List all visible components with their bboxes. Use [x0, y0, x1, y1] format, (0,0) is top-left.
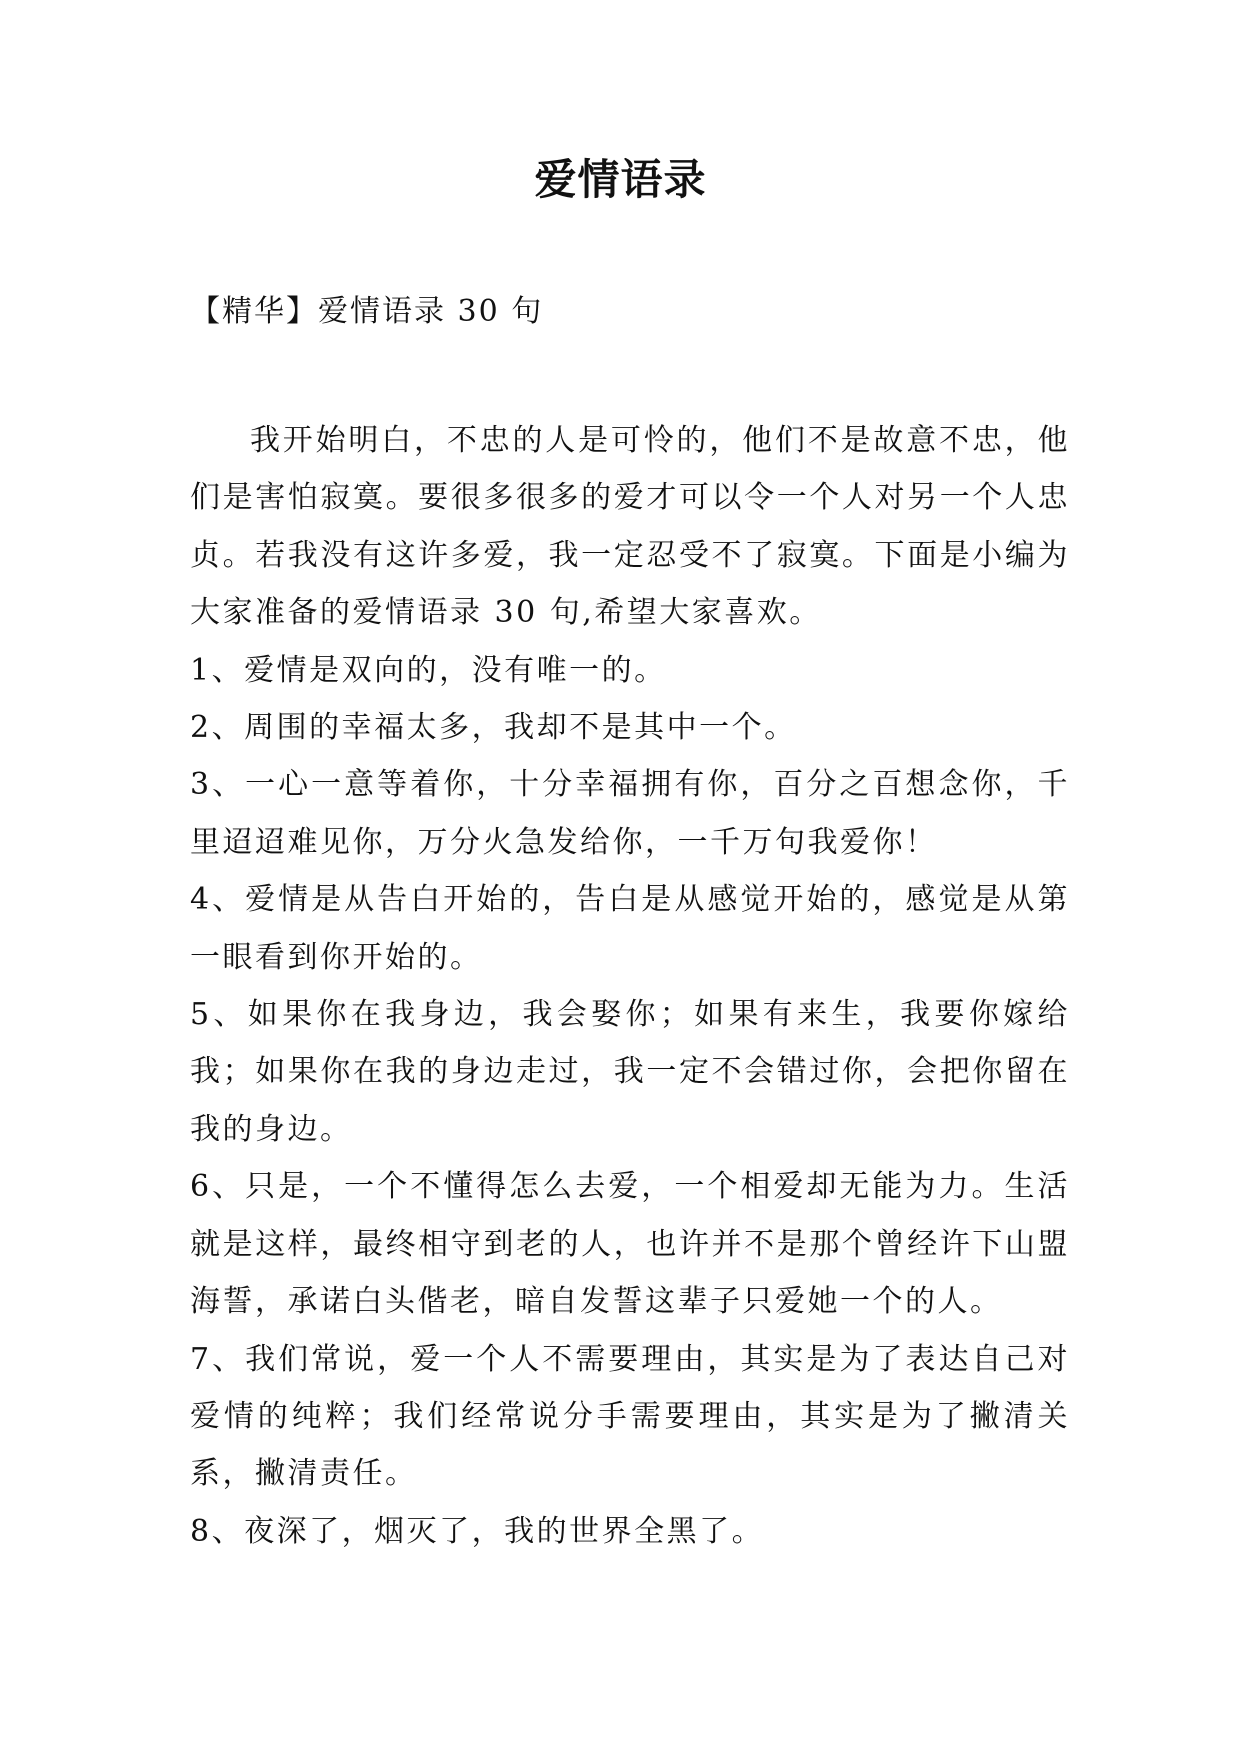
document-subtitle: 【精华】爱情语录 30 句 — [190, 294, 544, 329]
list-item: 5、如果你在我身边，我会娶你；如果有来生，我要你嫁给我；如果你在我的身边走过，我一定不会错过你，会把你留在我的身边。 — [190, 997, 1070, 1147]
document-title: 爱情语录 — [534, 155, 707, 204]
intro-paragraph: 我开始明白，不忠的人是可怜的，他们不是故意不忠，他们是害怕寂寞。要很多很多的爱才可以令一个人对另一个人忠贞。若我没有这许多爱，我一定忍受不了寂寞。下面是小编为大家准备的爱情语录 30 句,希望大家喜欢。 — [190, 423, 1070, 631]
list-item: 2、周围的幸福太多，我却不是其中一个。 — [190, 710, 797, 746]
document-body — [190, 412, 1070, 1560]
list-item: 4、爱情是从告白开始的，告白是从感觉开始的，感觉是从第一眼看到你开始的。 — [190, 882, 1070, 975]
list-item: 1、爱情是双向的，没有唯一的。 — [190, 652, 667, 688]
list-item: 6、只是，一个不懂得怎么去爱，一个相爱却无能为力。生活就是这样，最终相守到老的人，也许并不是那个曾经许下山盟海誓，承诺白头偕老，暗自发誓这辈子只爱她一个的人。 — [190, 1169, 1070, 1320]
list-item: 3、一心一意等着你，十分幸福拥有你，百分之百想念你，千里迢迢难见你，万分火急发给你，一千万句我爱你！ — [190, 767, 1070, 860]
list-item: 8、夜深了，烟灭了，我的世界全黑了。 — [190, 1513, 765, 1549]
list-item: 7、我们常说，爱一个人不需要理由，其实是为了表达自己对爱情的纯粹；我们经常说分手需要理由，其实是为了撇清关系，撇清责任。 — [190, 1341, 1070, 1492]
